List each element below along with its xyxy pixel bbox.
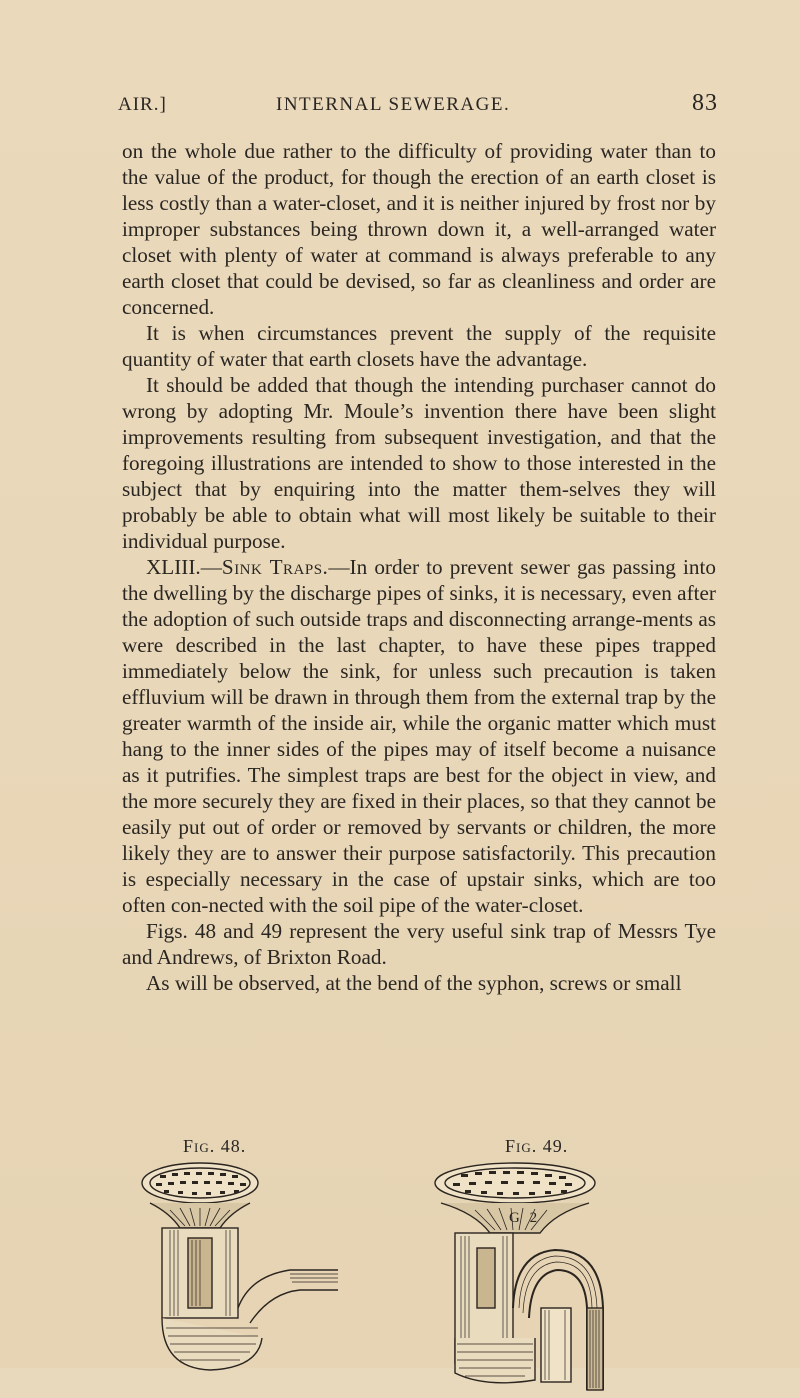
paragraph-2: It is when circumstances prevent the supply of the requisite quantity of water that earth closets have the advantage. <box>122 321 716 371</box>
paragraph-last: As will be observed, at the bend of the syphon, screws or small <box>146 971 682 995</box>
running-header <box>118 88 718 122</box>
body-text <box>122 138 716 996</box>
fig-49-syphon-trap-illustration <box>425 1158 625 1398</box>
section-body: into the dwelling by the discharge pipes of sinks, it is necessary, even after the adoption of such outside traps and disconnecting arrange-ments as were described in the last chapter, to have these pipes trapped immediately below the sink, for unless such precaution is taken effluvium will be drawn in through them from the external trap by the greater warmth of the inside air, while the organic matter which must hang to the inner sides of the pipes may of itself become a nuisance as it putrifies. The simplest traps are best for the object in view, and the more securely they are fixed in their places, so that they cannot be easily put out of order or removed by servants or children, the more likely they are to answer their purpose satisfactorily. This precaution is especially necessary in the case of upstair sinks, which are too often con-nected with the soil pipe of the water-closet. <box>122 555 716 917</box>
fig-48-sink-trap-illustration <box>140 1158 340 1398</box>
fig-49-caption: Fig. 49. <box>505 1136 569 1156</box>
section-paragraph: XLIII.—Sink Traps.—In order to prevent sewer gas passing into the dwelling by the discharge pipes of sinks, it is necessary, even after the adoption of such outside traps and disconnecting arrange-ments as were described in the last chapter, to have these pipes trapped immediately below the sink, for unless such precaution is taken effluvium will be drawn in through them from the external trap by the greater warmth of the inside air, while the organic matter which must hang to the inner sides of the pipes may of itself become a nuisance as it putrifies. The simplest traps are best for the object in view, and the more securely they are fixed in their places, so that they cannot be easily put out of order or removed by servants or children, the more likely they are to answer their purpose satisfactorily. This precaution is especially necessary in the case of upstair sinks, which are too often con-nected with the soil pipe of the water-closet. <box>122 555 716 917</box>
section-heading: Sink Traps. <box>221 555 329 579</box>
section-number: XLIII. <box>146 555 201 579</box>
header-section-label: AIR.] <box>118 94 167 115</box>
header-title: INTERNAL SEWERAGE. <box>276 94 511 115</box>
section-lead: In order to prevent sewer gas passing <box>349 555 676 579</box>
page-number: 83 <box>692 90 718 116</box>
fig-48-caption: Fig. 48. <box>183 1136 247 1156</box>
signature-mark: G 2 <box>509 1210 541 1226</box>
paragraph-3: It should be added that though the intending purchaser cannot do wrong by adopting Mr. Moule’s invention there have been slight improvements resulting from subsequent investigation, and that the foregoing illustrations are intended to show to those interested in the subject that by enquiring into the matter them-selves they will probably be able to obtain what will most likely be suitable to their individual purpose. <box>122 373 716 553</box>
paragraph-1: on the whole due rather to the difficulty of providing water than to the value of the product, for though the erection of an earth closet is less costly than a water-closet, and it is neither injured by frost nor by improper substances being thrown down it, a well-arranged water closet with plenty of water at command is always preferable to any earth closet that could be devised, so far as cleanliness and order are concerned. <box>122 139 716 319</box>
paragraph-figs: Figs. 48 and 49 represent the very useful sink trap of Messrs Tye and Andrews, of Brixton Road. <box>122 919 716 969</box>
